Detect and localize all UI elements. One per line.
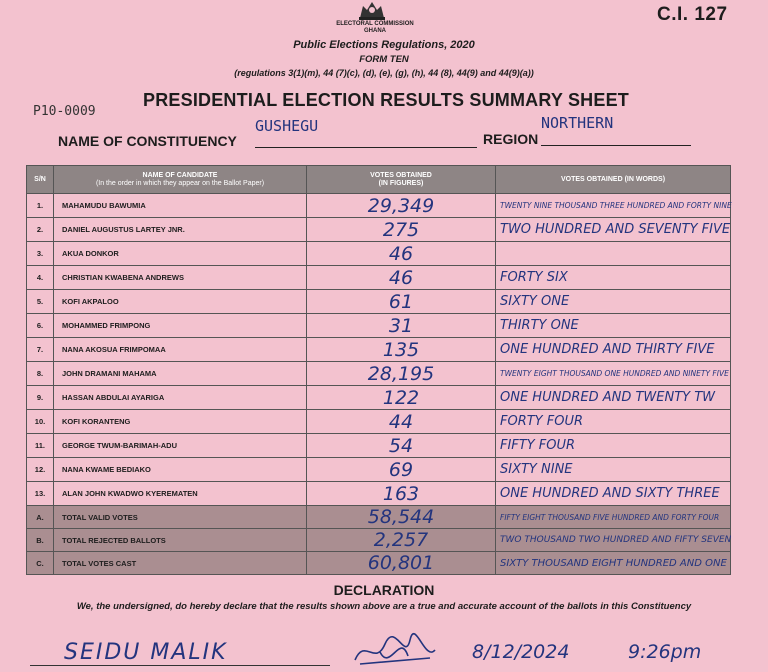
votes-words-field[interactable]: FIFTY FOUR (496, 434, 731, 458)
candidate-name: TOTAL VALID VOTES (54, 506, 307, 529)
table-row (27, 266, 731, 290)
row-sn: 5. (27, 290, 54, 314)
votes-figures-field[interactable]: 46 (307, 242, 496, 266)
header-words: VOTES OBTAINED (IN WORDS) (496, 166, 731, 194)
candidate-name: TOTAL VOTES CAST (54, 552, 307, 575)
header-sn: S/N (27, 166, 54, 194)
votes-figures-field[interactable]: 122 (307, 386, 496, 410)
signer-line (30, 665, 330, 666)
form-id: P10-0009 (33, 104, 96, 119)
declaration-time[interactable]: 9:26pm (628, 641, 702, 663)
votes-words-field[interactable] (496, 242, 731, 266)
votes-figures-field[interactable]: 29,349 (307, 194, 496, 218)
row-sn: 3. (27, 242, 54, 266)
table-header-row (27, 166, 731, 194)
region-line (541, 145, 691, 146)
constituency-line (255, 147, 477, 148)
candidate-name: DANIEL AUGUSTUS LARTEY JNR. (54, 218, 307, 242)
declaration-title: DECLARATION (333, 582, 435, 598)
candidate-name: ALAN JOHN KWADWO KYEREMATEN (54, 482, 307, 506)
candidate-name: MOHAMMED FRIMPONG (54, 314, 307, 338)
header-figures-sub: (IN FIGURES) (378, 179, 424, 187)
summary-row (27, 552, 731, 575)
header-figures (307, 166, 496, 194)
summary-row (27, 529, 731, 552)
declaration-text: We, the undersigned, do hereby declare that the results shown above are a true and accurate account of the ballots in this Constituency (76, 601, 692, 612)
table-row (27, 386, 731, 410)
votes-words-field[interactable]: SIXTY ONE (496, 290, 731, 314)
row-sn: 6. (27, 314, 54, 338)
table-row (27, 458, 731, 482)
row-sn: 7. (27, 338, 54, 362)
region-field[interactable]: NORTHERN (541, 114, 614, 132)
votes-figures-field[interactable]: 61 (307, 290, 496, 314)
row-sn: 10. (27, 410, 54, 434)
votes-figures-field[interactable]: 44 (307, 410, 496, 434)
candidate-name: TOTAL REJECTED BALLOTS (54, 529, 307, 552)
regulations-reference: (regulations 3(1)(m), 44 (7)(c), (d), (e), (g), (h), 44 (8), 44(9) and 44(9)(a)) (234, 68, 534, 78)
row-sn: A. (27, 506, 54, 529)
candidate-name: CHRISTIAN KWABENA ANDREWS (54, 266, 307, 290)
table-row (27, 314, 731, 338)
votes-figures-field[interactable]: 60,801 (307, 552, 496, 575)
row-sn: 4. (27, 266, 54, 290)
signer-name[interactable]: SEIDU MALIK (64, 640, 228, 665)
table-row (27, 218, 731, 242)
votes-words-field[interactable]: FORTY SIX (496, 266, 731, 290)
header-name-title: NAME OF CANDIDATE (142, 171, 218, 179)
votes-figures-field[interactable]: 135 (307, 338, 496, 362)
candidate-name: HASSAN ABDULAI AYARIGA (54, 386, 307, 410)
table-row (27, 290, 731, 314)
votes-words-field[interactable]: ONE HUNDRED AND SIXTY THREE (496, 482, 731, 506)
candidate-name: NANA KWAME BEDIAKO (54, 458, 307, 482)
candidate-name: GEORGE TWUM-BARIMAH-ADU (54, 434, 307, 458)
table-row (27, 242, 731, 266)
votes-figures-field[interactable]: 275 (307, 218, 496, 242)
table-row (27, 338, 731, 362)
row-sn: 12. (27, 458, 54, 482)
votes-words-field[interactable]: ONE HUNDRED AND THIRTY FIVE (496, 338, 731, 362)
row-sn: 9. (27, 386, 54, 410)
results-table (26, 165, 731, 575)
candidate-name: KOFI AKPALOO (54, 290, 307, 314)
declaration-date[interactable]: 8/12/2024 (472, 641, 570, 663)
header-name (54, 166, 307, 194)
row-sn: 11. (27, 434, 54, 458)
row-sn: 13. (27, 482, 54, 506)
table-row (27, 194, 731, 218)
votes-words-field[interactable]: FORTY FOUR (496, 410, 731, 434)
candidate-name: MAHAMUDU BAWUMIA (54, 194, 307, 218)
constituency-label: NAME OF CONSTITUENCY (58, 133, 237, 149)
page-title: PRESIDENTIAL ELECTION RESULTS SUMMARY SHEET (143, 90, 629, 110)
row-sn: B. (27, 529, 54, 552)
table-row (27, 434, 731, 458)
handwritten-signature (350, 632, 440, 670)
votes-figures-field[interactable]: 58,544 (307, 506, 496, 529)
electoral-commission-label: ELECTORAL COMMISSION GHANA (336, 21, 414, 34)
row-sn: 2. (27, 218, 54, 242)
votes-figures-field[interactable]: 31 (307, 314, 496, 338)
votes-figures-field[interactable]: 28,195 (307, 362, 496, 386)
votes-words-field[interactable]: TWO HUNDRED AND SEVENTY FIVE (496, 218, 731, 242)
votes-figures-field[interactable]: 163 (307, 482, 496, 506)
votes-figures-field[interactable]: 2,257 (307, 529, 496, 552)
regulation-title: Public Elections Regulations, 2020 (293, 39, 475, 51)
table-row (27, 410, 731, 434)
votes-words-field[interactable]: FIFTY EIGHT THOUSAND FIVE HUNDRED AND FORTY FOUR (496, 506, 731, 529)
votes-words-field[interactable]: TWO THOUSAND TWO HUNDRED AND FIFTY SEVEN (496, 529, 731, 552)
votes-words-field[interactable]: THIRTY ONE (496, 314, 731, 338)
row-sn: 1. (27, 194, 54, 218)
summary-row (27, 506, 731, 529)
votes-words-field[interactable]: TWENTY EIGHT THOUSAND ONE HUNDRED AND NINETY FIVE (496, 362, 731, 386)
candidate-name: AKUA DONKOR (54, 242, 307, 266)
form-label: FORM TEN (359, 54, 409, 65)
coat-of-arms-emblem (355, 0, 389, 20)
row-sn: 8. (27, 362, 54, 386)
votes-words-field[interactable]: SIXTY NINE (496, 458, 731, 482)
votes-words-field[interactable]: ONE HUNDRED AND TWENTY TW (496, 386, 731, 410)
votes-words-field[interactable]: SIXTY THOUSAND EIGHT HUNDRED AND ONE (496, 552, 731, 575)
table-row (27, 362, 731, 386)
table-row (27, 482, 731, 506)
candidate-name: NANA AKOSUA FRIMPOMAA (54, 338, 307, 362)
ci-number: C.I. 127 (657, 4, 728, 25)
header-name-sub: (In the order in which they appear on the Ballot Paper) (95, 179, 265, 187)
candidate-name: JOHN DRAMANI MAHAMA (54, 362, 307, 386)
votes-figures-field[interactable]: 54 (307, 434, 496, 458)
candidate-name: KOFI KORANTENG (54, 410, 307, 434)
votes-figures-field[interactable]: 69 (307, 458, 496, 482)
votes-words-field[interactable]: TWENTY NINE THOUSAND THREE HUNDRED AND FORTY NINE (496, 194, 731, 218)
row-sn: C. (27, 552, 54, 575)
region-label: REGION (483, 131, 539, 147)
constituency-field[interactable]: GUSHEGU (255, 117, 319, 135)
votes-figures-field[interactable]: 46 (307, 266, 496, 290)
header-figures-title: VOTES OBTAINED (370, 171, 432, 179)
